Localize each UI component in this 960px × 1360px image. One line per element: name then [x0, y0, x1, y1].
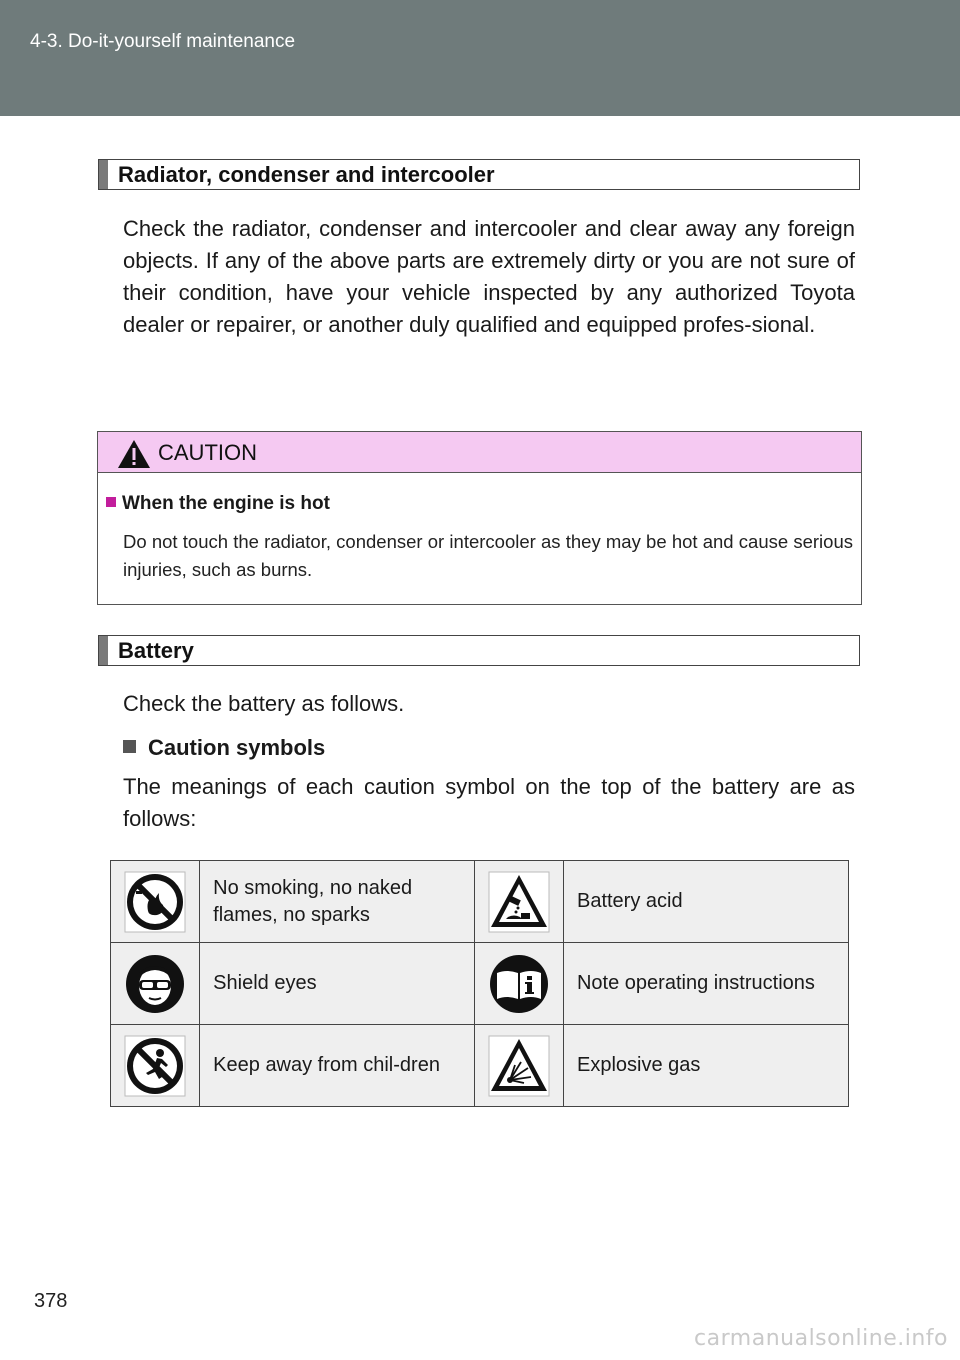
table-row — [111, 943, 849, 1025]
page-number: 378 — [34, 1290, 68, 1312]
battery-paragraph: The meanings of each caution symbol on the top of the battery are as follows: — [123, 774, 855, 831]
operating-instructions-icon — [488, 953, 550, 1015]
caution-subheading — [106, 493, 330, 515]
caution-body: Do not touch the radiator, condenser or intercooler as they may be hot and cause serious injuries, such as burns. — [123, 531, 853, 580]
battery-acid-icon — [488, 871, 550, 933]
caution-subheading-text: When the engine is hot — [122, 493, 330, 514]
header-band — [0, 0, 960, 116]
shield-eyes-icon — [124, 953, 186, 1015]
symbol-cell — [474, 861, 563, 943]
caution-box — [97, 431, 862, 605]
symbol-description: Shield eyes — [200, 943, 475, 1025]
warning-triangle-icon — [117, 439, 151, 469]
explosive-gas-icon — [488, 1035, 550, 1097]
heading-tab-marker — [99, 160, 108, 189]
no-smoking-icon — [124, 871, 186, 933]
caution-header — [98, 432, 861, 473]
symbol-cell — [111, 943, 200, 1025]
radiator-section-heading — [98, 159, 860, 190]
symbol-description: Keep away from chil-dren — [200, 1025, 475, 1107]
heading-tab-marker — [99, 636, 108, 665]
square-bullet-icon — [123, 740, 136, 753]
table-row — [111, 861, 849, 943]
magenta-square-bullet-icon — [106, 497, 116, 507]
radiator-heading-text: Radiator, condenser and intercooler — [118, 162, 495, 187]
symbol-description: Note operating instructions — [563, 943, 848, 1025]
symbol-description: No smoking, no naked flames, no sparks — [200, 861, 475, 943]
symbol-description: Battery acid — [563, 861, 848, 943]
symbol-cell — [111, 1025, 200, 1107]
section-breadcrumb: 4-3. Do-it-yourself maintenance — [30, 31, 296, 52]
battery-intro: Check the battery as follows. — [123, 691, 405, 716]
battery-heading-text: Battery — [118, 638, 194, 663]
symbol-cell — [111, 861, 200, 943]
symbol-description: Explosive gas — [563, 1025, 848, 1107]
table-row — [111, 1025, 849, 1107]
symbol-cell — [474, 1025, 563, 1107]
caution-symbols-table — [110, 860, 849, 1107]
caution-label: CAUTION — [158, 440, 257, 465]
symbol-cell — [474, 943, 563, 1025]
battery-section-heading — [98, 635, 860, 666]
caution-symbols-heading — [123, 735, 325, 761]
watermark: carmanualsonline.info — [694, 1326, 948, 1351]
keep-away-children-icon — [124, 1035, 186, 1097]
caution-symbols-heading-text: Caution symbols — [148, 735, 326, 760]
radiator-paragraph: Check the radiator, condenser and intercooler and clear away any foreign objects. If any of the above parts are extremely dirty or you are not sure of their condition, have your vehicle inspected by any authorized Toyota dealer or repairer, or another duly qualified and equipped profes-sional. — [123, 216, 855, 337]
